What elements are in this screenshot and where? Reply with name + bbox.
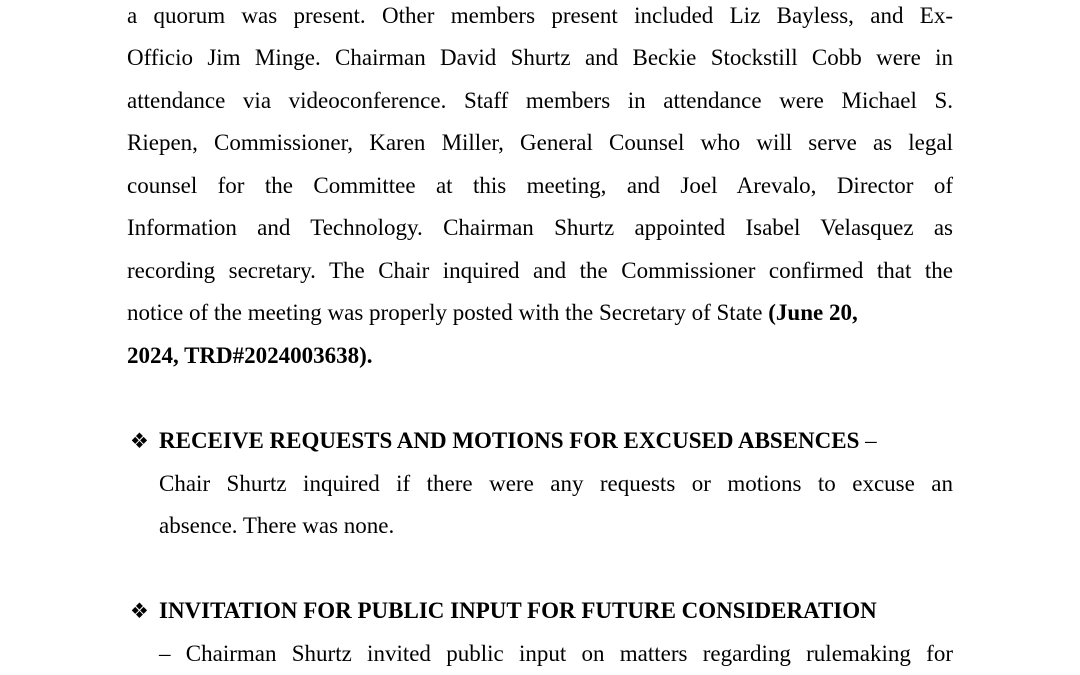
- section-body-line: – Chairman Shurtz invited public input on matters regarding rulemaking for: [159, 641, 953, 666]
- paragraph-line: Information and Technology. Chairman Shurtz appointed Isabel Velasquez as: [127, 215, 953, 240]
- paragraph-line: recording secretary. The Chair inquired and the Commissioner confirmed that the: [127, 258, 953, 283]
- paragraph-line: Officio Jim Minge. Chairman David Shurtz and Beckie Stockstill Cobb were in: [127, 45, 953, 70]
- diamond-bullet-icon: ❖: [130, 429, 149, 453]
- paragraph-text: notice of the meeting was properly posted with the Secretary of State: [127, 300, 769, 325]
- section-body-line: absence. There was none.: [159, 513, 395, 538]
- paragraph-line: counsel for the Committee at this meeting, and Joel Arevalo, Director of: [127, 173, 953, 198]
- heading-dash: –: [859, 428, 877, 453]
- paragraph-line: attendance via videoconference. Staff members in attendance were Michael S.: [127, 88, 953, 113]
- section-heading: INVITATION FOR PUBLIC INPUT FOR FUTURE CONSIDERATION: [159, 598, 877, 623]
- diamond-bullet-icon: ❖: [130, 599, 149, 623]
- section-body-line: Chair Shurtz inquired if there were any requests or motions to excuse an: [159, 471, 953, 496]
- paragraph-line: Riepen, Commissioner, Karen Miller, General Counsel who will serve as legal: [127, 130, 953, 155]
- posting-date-reference: (June 20,: [768, 300, 858, 325]
- posting-tracking-number: 2024, TRD#2024003638).: [127, 343, 373, 368]
- section-heading: RECEIVE REQUESTS AND MOTIONS FOR EXCUSED ABSENCES: [159, 428, 860, 453]
- paragraph-line: [127, 298, 858, 328]
- section-heading-line: [159, 426, 877, 456]
- paragraph-line: a quorum was present. Other members present included Liz Bayless, and Ex-: [127, 3, 953, 28]
